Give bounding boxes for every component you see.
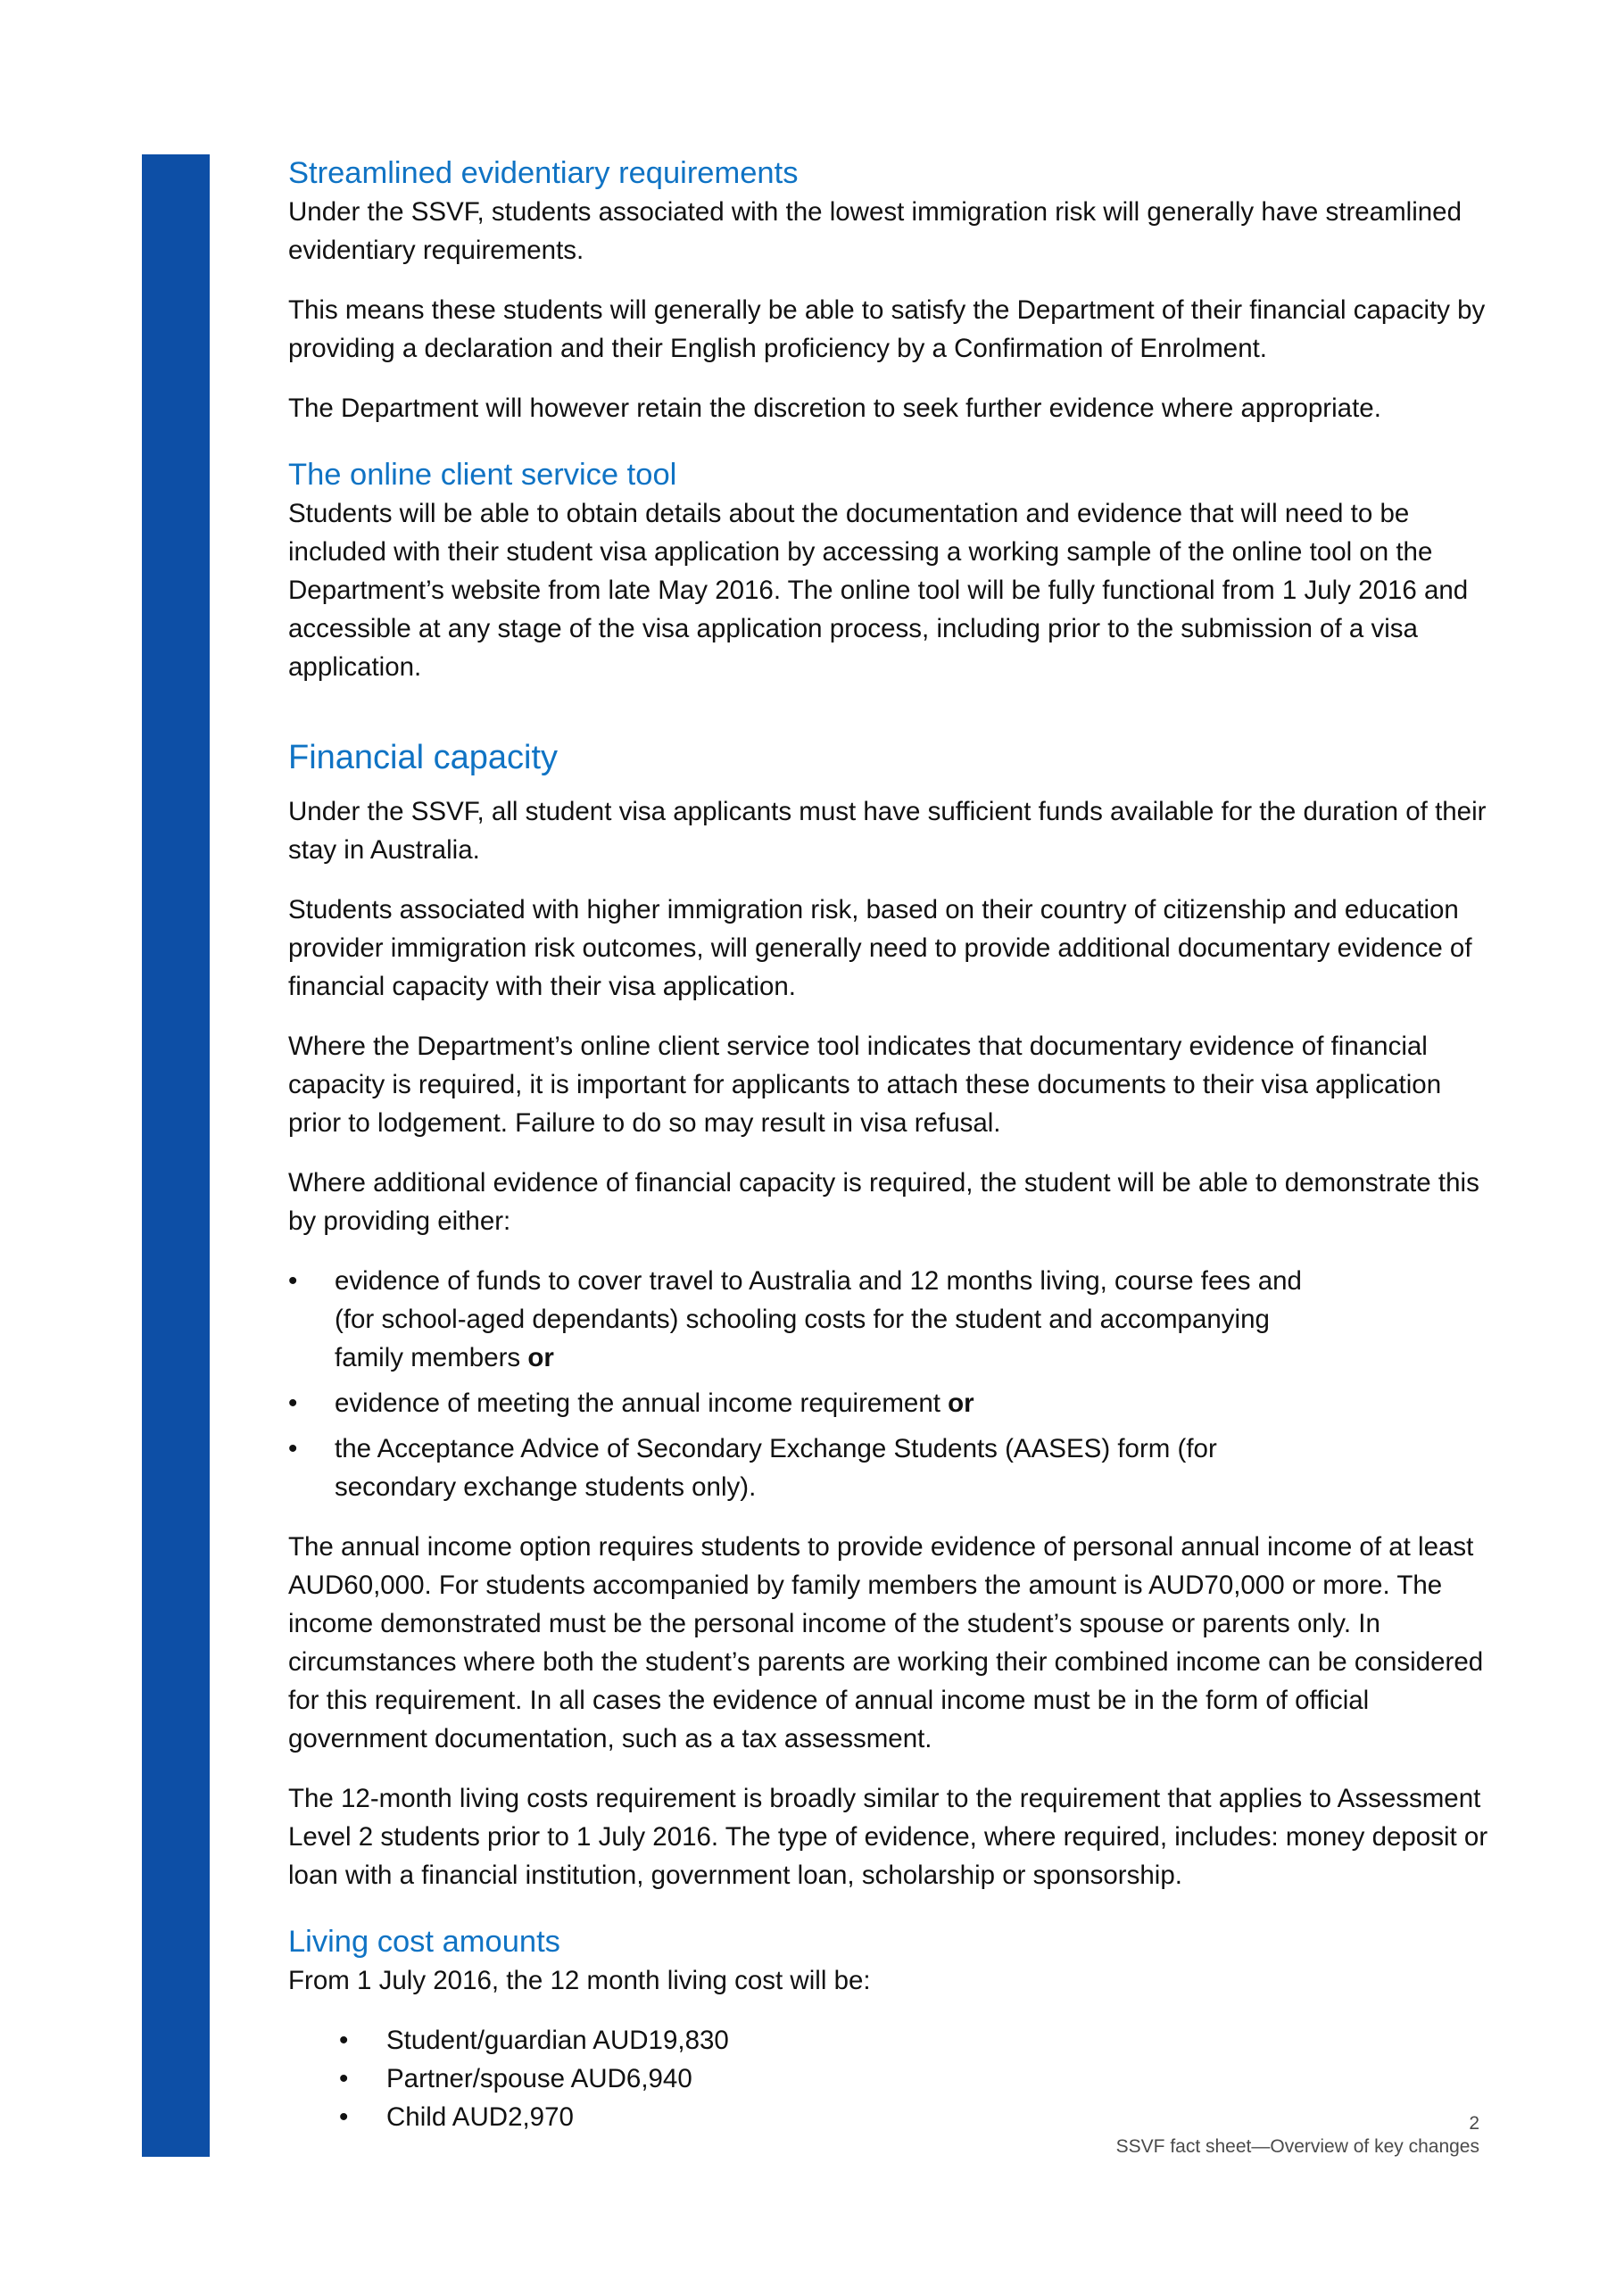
list-item: • Partner/spouse AUD6,940 [386,2060,1497,2098]
list-item: • the Acceptance Advice of Secondary Exchange Students (AASES) form (for secondary exchange students only). [335,1430,1497,1506]
paragraph: From 1 July 2016, the 12 month living cost will be: [288,1966,871,1995]
paragraph: The annual income option requires students to provide evidence of personal annual income of at least AUD60,000. For students accompanied by family members the amount is AUD70,000 or more. The income demonstrated must be the personal income of the student’s spouse or parents only. In circumstances where both the student’s parents are working their combined income can be considered for this requirement. In all cases the evidence of annual income must be in the form of official government documentation, such as a tax assessment. [288,1532,1484,1753]
paragraph: Under the SSVF, students associated with the lowest immigration risk will generally have streamlined evidentiary requirements. [288,197,1462,265]
list-item: • Child AUD2,970 [386,2098,1497,2136]
list-item: • Student/guardian AUD19,830 [386,2021,1497,2060]
list-item: • evidence of funds to cover travel to Australia and 12 months living, course fees and (for school-aged dependants) schooling costs for the student and accompanying family members or [335,1262,1497,1377]
paragraph: The 12-month living costs requirement is broadly similar to the requirement that applies to Assessment Level 2 students prior to 1 July 2016. The type of evidence, where required, includes: money deposit or loan with a financial institution, government loan, scholarship or sponsorship. [288,1784,1488,1890]
footer-doc-title: SSVF fact sheet—Overview of key changes [1115,2136,1479,2157]
page-footer [1116,2112,1479,2159]
paragraph: Students will be able to obtain details about the documentation and evidence that will need to be included with their student visa application by accessing a working sample of the online tool on the Department’s website from late May 2016. The online tool will be fully functional from 1 July 2016 and accessible at any stage of the visa application process, including prior to the submission of a visa application. [288,499,1469,682]
paragraph: Where the Department’s online client service tool indicates that documentary evidence of financial capacity is required, it is important for applicants to attach these documents to their visa application prior to lodgement. Failure to do so may result in visa refusal. [288,1032,1442,1138]
page-number: 2 [1469,2113,1479,2134]
list-item: • evidence of meeting the annual income requirement or [335,1384,1497,1422]
heading-financial-capacity: Financial capacity [288,739,559,776]
paragraph: Where additional evidence of financial capacity is required, the student will be able to demonstrate this by providing either: [288,1168,1479,1236]
paragraph: The Department will however retain the discretion to seek further evidence where appropriate. [288,394,1381,423]
paragraph: Under the SSVF, all student visa applicants must have sufficient funds available for the duration of their stay in Australia. [288,797,1487,865]
paragraph: Students associated with higher immigration risk, based on their country of citizenship and education provider immigration risk outcomes, will generally need to provide additional documentary evidence of financial capacity with their visa application. [288,895,1472,1001]
document-body [288,154,1497,2136]
heading-online-tool: The online client service tool [288,458,677,492]
heading-living-costs: Living cost amounts [288,1925,560,1959]
evidence-options-list [288,1262,1497,1506]
heading-streamlined: Streamlined evidentiary requirements [288,156,799,190]
paragraph: This means these students will generally be able to satisfy the Department of their financial capacity by providing a declaration and their English proficiency by a Confirmation of Enrolment. [288,295,1486,363]
left-accent-bar [142,154,210,2157]
